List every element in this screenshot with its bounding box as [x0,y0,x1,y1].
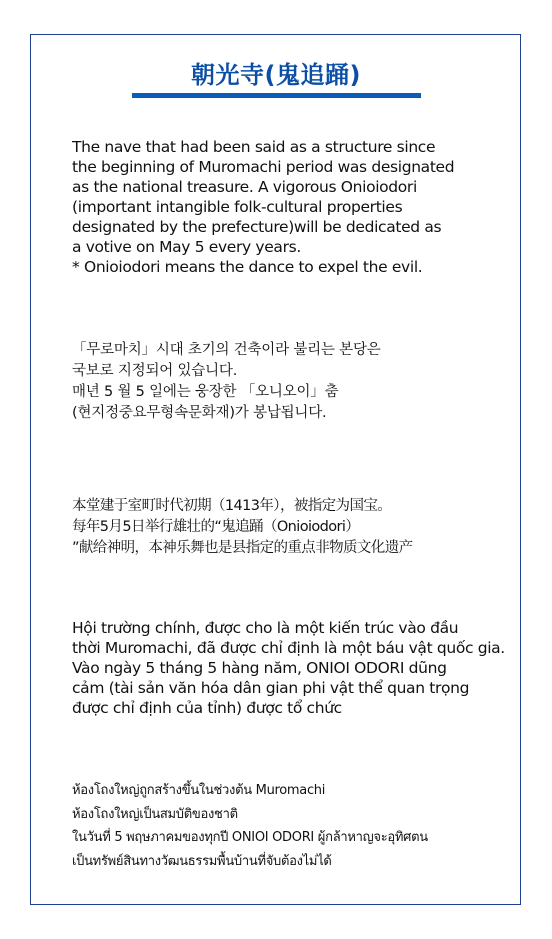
korean-description: 「무로마치」시대 초기의 건축이라 불리는 본당은 국보로 지정되어 있습니다. 매년 5 월 5 일에는 웅장한 「오니오이」춤 (현지정중요무형속문화재)가 봉납됩니다. [72,342,381,421]
vietnamese-description: Hội trường chính, được cho là một kiến trúc vào đầu thời Muromachi, đã được chỉ định là một báu vật quốc gia. Vào ngày 5 tháng 5 hàng năm, ONIOI ODORI dũng cảm (tài sản văn hóa dân gian phi vật thể quan trọng được chỉ định của tỉnh) được tổ chức [72,619,505,717]
page-title: 朝光寺(鬼追踊) [191,61,361,89]
english-description: The nave that had been said as a structure since the beginning of Muromachi period was designated as the national treasure. A vigorous Onioiodori (important intangible folk-cultural properties designated by the prefecture)will be dedicated as a votive on May 5 every years. * Onioiodori means the dance to expel the evil. [72,138,455,276]
thai-description: ห้องโถงใหญ่ถูกสร้างขึ้นในช่วงต้น Muromachi ห้องโถงใหญ่เป็นสมบัติของชาติ ในวันที่ 5 พฤษภาคมของทุกปี ONIOI ODORI ผู้กล้าหาญจะอุทิศตน เป็นทรัพย์สินทางวัฒนธรรมพื้นบ้านที่จับต้องไม่ได้ [72,783,428,869]
chinese-description: 本堂建于室町时代初期（1413年），被指定为国宝。 每年5月5日举行雄壮的“鬼追踊（Onioiodori） ”献给神明，本神乐舞也是县指定的重点非物质文化遗产 [72,498,413,556]
title-underline [132,93,421,98]
